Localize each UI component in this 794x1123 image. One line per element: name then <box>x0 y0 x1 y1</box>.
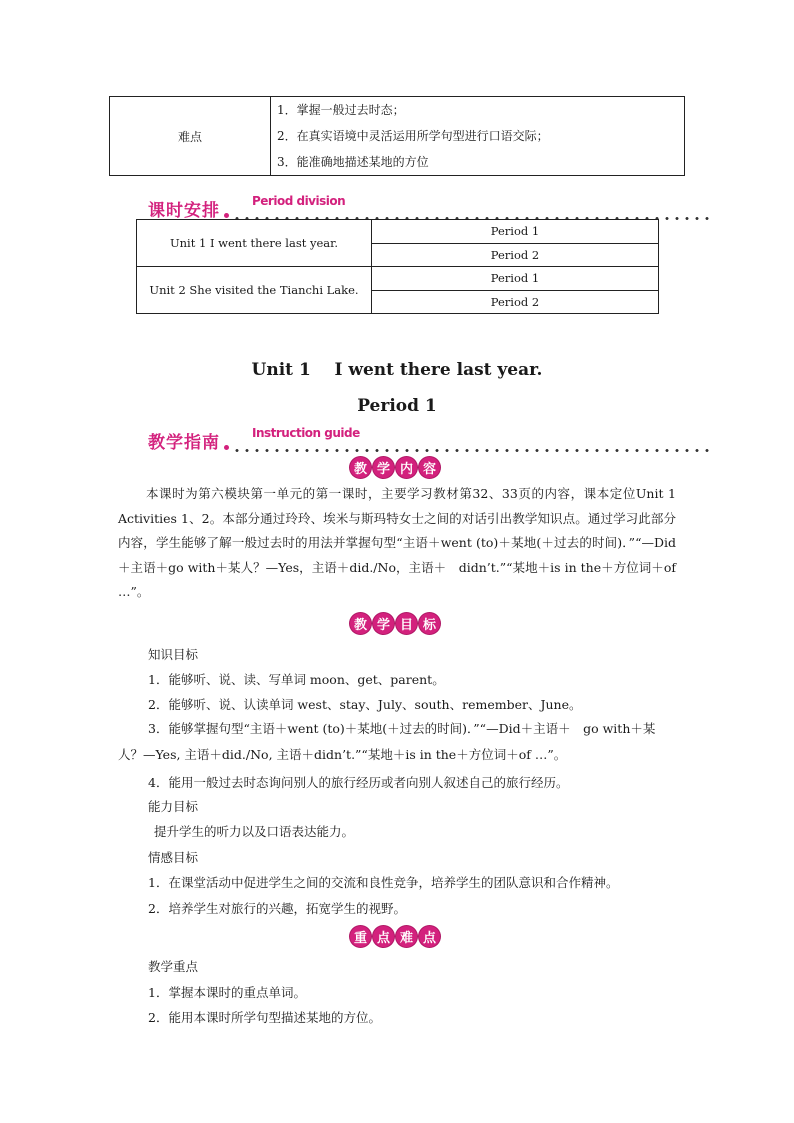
difficulty-label: 难点 <box>110 97 271 176</box>
instruction-guide-heading-zh: 教学指南 <box>148 433 220 453</box>
period-title: Period 1 <box>357 396 437 416</box>
dotted-divider <box>232 448 714 453</box>
period-table-unit: Unit 2 She visited the Tianchi Lake. <box>137 267 372 314</box>
badge-char: 点 <box>419 926 440 947</box>
emotion-item: 2．培养学生对旅行的兴趣，拓宽学生的视野。 <box>148 901 406 916</box>
period-division-heading-en: Period division <box>252 194 346 208</box>
badge-char: 重 <box>350 926 371 947</box>
emotion-item: 1．在课堂活动中促进学生之间的交流和良性竞争，培养学生的团队意识和合作精神。 <box>148 875 619 890</box>
instruction-guide-heading <box>148 428 714 454</box>
heading-bullet-icon <box>224 445 229 450</box>
difficulty-table <box>109 96 685 176</box>
knowledge-item: 1．能够听、说、读、写单词 moon、get、parent。 <box>148 672 445 687</box>
badge-char: 难 <box>396 926 417 947</box>
period-table-period: Period 2 <box>372 290 659 314</box>
badge-char: 点 <box>373 926 394 947</box>
content-paragraph: 本课时为第六模块第一单元的第一课时，主要学习教材第32、33页的内容，课本定位Unit 1 Activities 1、2。本部分通过玲玲、埃米与斯玛特女士之间的对话引出教学知识点。通过学习此部分内容，学生能够了解一般过去时的用法并掌握句型“主语＋went (to)＋某地(＋过去的时间)．”“—Did ＋主语＋go with＋某人？—Yes，主语＋did./No，主语＋ didn’t.”“某地＋is in the＋方位词＋of …”。 <box>118 486 689 599</box>
key-point-item: 2．能用本课时所学句型描述某地的方位。 <box>148 1010 381 1025</box>
key-point-item: 1．掌握本课时的重点单词。 <box>148 985 306 1000</box>
badge-char: 容 <box>419 457 440 478</box>
difficulty-item: 1．掌握一般过去时态； <box>277 103 405 117</box>
difficulty-items <box>271 97 685 176</box>
period-table-period: Period 1 <box>372 220 659 244</box>
period-table-period: Period 1 <box>372 267 659 291</box>
period-division-heading-zh: 课时安排 <box>148 201 220 221</box>
badge-teaching-content <box>340 457 450 478</box>
period-table <box>136 219 659 314</box>
period-table-unit: Unit 1 I went there last year. <box>137 220 372 267</box>
knowledge-item: 2．能够听、说、认读单词 west、stay、July、south、remember、June。 <box>148 697 582 712</box>
badge-char: 学 <box>373 457 394 478</box>
badge-teaching-objectives <box>340 613 450 634</box>
heading-bullet-icon <box>224 213 229 218</box>
ability-item: 提升学生的听力以及口语表达能力。 <box>154 824 355 839</box>
badge-char: 学 <box>373 613 394 634</box>
key-points-title: 教学重点 <box>148 959 199 974</box>
badge-char: 目 <box>396 613 417 634</box>
unit-title: Unit 1 I went there last year. <box>251 360 543 380</box>
emotion-title: 情感目标 <box>148 850 199 865</box>
instruction-guide-heading-en: Instruction guide <box>252 426 360 440</box>
knowledge-item: 4．能用一般过去时态询问别人的旅行经历或者向别人叙述自己的旅行经历。 <box>148 775 569 790</box>
badge-key-points <box>340 926 450 947</box>
knowledge-item: 3．能够掌握句型“主语＋went (to)＋某地(＋过去的时间)．”“—Did＋主语＋ go with＋某人？—Yes, 主语＋did./No, 主语＋didn’t.”“某地＋is in the＋方位词＋of …”。 <box>118 721 656 762</box>
badge-char: 内 <box>396 457 417 478</box>
badge-char: 标 <box>419 613 440 634</box>
badge-char: 教 <box>350 457 371 478</box>
difficulty-item: 3．能准确地描述某地的方位 <box>277 155 429 169</box>
period-table-period: Period 2 <box>372 243 659 267</box>
knowledge-title: 知识目标 <box>148 647 199 662</box>
ability-title: 能力目标 <box>148 799 199 814</box>
difficulty-item: 2．在真实语境中灵活运用所学句型进行口语交际； <box>277 129 549 143</box>
badge-char: 教 <box>350 613 371 634</box>
